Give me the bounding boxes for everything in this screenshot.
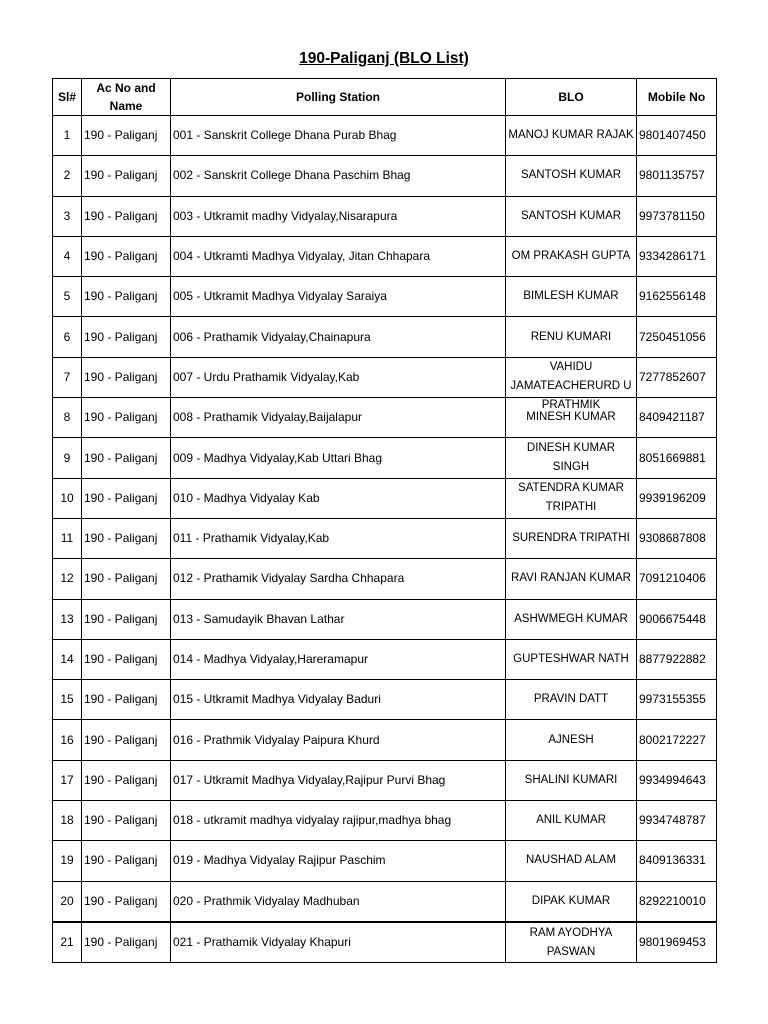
cell-blo-text: SHALINI KUMARI — [524, 773, 618, 786]
cell-sl — [53, 720, 82, 760]
cell-sl-text: 6 — [63, 329, 71, 344]
document-title — [0, 50, 768, 68]
cell-polling-station-text: 013 - Samudayik Bhavan Lathar — [173, 611, 345, 626]
cell-mobile — [637, 599, 717, 639]
cell-sl-text: 3 — [63, 208, 71, 223]
cell-ac-name — [82, 317, 171, 357]
cell-polling-station-text: 016 - Prathmik Vidyalay Paipura Khurd — [173, 732, 380, 747]
cell-ac-name — [82, 438, 171, 478]
cell-ac-name — [82, 277, 171, 317]
cell-ac-name-text: 190 - Paliganj — [84, 853, 158, 868]
cell-blo-text: AJNESH — [548, 733, 594, 746]
cell-sl — [53, 196, 82, 236]
cell-polling-station-text: 003 - Utkramit madhy Vidyalay,Nisarapura — [173, 208, 398, 223]
header-mobile-no: Mobile No — [637, 79, 717, 116]
cell-polling-station — [171, 236, 506, 276]
cell-polling-station-text: 007 - Urdu Prathamik Vidyalay,Kab — [173, 369, 360, 384]
cell-ac-name — [82, 599, 171, 639]
cell-mobile — [637, 518, 717, 558]
table-row — [53, 639, 717, 679]
cell-blo — [506, 599, 637, 639]
header-blo: BLO — [506, 79, 637, 116]
cell-blo-text: VAHIDU JAMATEACHERURD U PRATHMIK — [510, 360, 632, 411]
cell-blo — [506, 760, 637, 800]
cell-mobile — [637, 156, 717, 196]
cell-polling-station — [171, 438, 506, 478]
cell-mobile-text: 9308687808 — [639, 531, 706, 546]
cell-sl — [53, 639, 82, 679]
cell-ac-name — [82, 639, 171, 679]
cell-mobile — [637, 196, 717, 236]
cell-mobile-text: 9973781150 — [639, 208, 705, 223]
cell-polling-station-text: 017 - Utkramit Madhya Vidyalay,Rajipur Purvi Bhag — [173, 772, 446, 787]
cell-blo-text: ANIL KUMAR — [536, 814, 606, 827]
cell-sl-text: 1 — [63, 128, 71, 143]
table-header-row — [53, 79, 717, 116]
cell-ac-name-text: 190 - Paliganj — [84, 611, 158, 626]
cell-ac-name — [82, 196, 171, 236]
cell-ac-name-text: 190 - Paliganj — [84, 571, 158, 586]
cell-sl-text: 4 — [63, 249, 71, 264]
cell-ac-name — [82, 398, 171, 438]
cell-mobile-text: 9973155355 — [639, 692, 706, 707]
cell-polling-station-text: 012 - Prathamik Vidyalay Sardha Chhapara — [173, 571, 405, 586]
cell-mobile — [637, 357, 717, 397]
cell-mobile-text: 7091210406 — [639, 571, 706, 586]
table-row — [53, 720, 717, 760]
header-ac-no-name: Ac No and Name — [82, 79, 171, 116]
table-row — [53, 599, 717, 639]
cell-blo — [506, 357, 637, 411]
table-row — [53, 559, 717, 599]
cell-blo — [506, 841, 637, 881]
cell-sl — [53, 116, 82, 156]
cell-mobile-text: 9934748787 — [639, 813, 706, 828]
cell-polling-station — [171, 357, 506, 397]
cell-polling-station — [171, 196, 506, 236]
table-row — [53, 478, 717, 518]
cell-sl — [53, 801, 82, 841]
cell-sl — [53, 599, 82, 639]
cell-mobile — [637, 881, 717, 922]
cell-polling-station — [171, 599, 506, 639]
table-row — [53, 236, 717, 276]
cell-sl-text: 12 — [60, 571, 74, 586]
cell-blo — [506, 196, 637, 236]
cell-sl-text: 21 — [60, 935, 74, 950]
cell-polling-station-text: 005 - Utkramit Madhya Vidyalay Saraiya — [173, 289, 387, 304]
cell-blo-text: RENU KUMARI — [530, 330, 612, 343]
cell-polling-station — [171, 922, 506, 963]
cell-polling-station — [171, 720, 506, 760]
cell-sl — [53, 156, 82, 196]
cell-mobile-text: 8409136331 — [639, 853, 706, 868]
cell-ac-name-text: 190 - Paliganj — [84, 652, 158, 666]
cell-sl-text: 13 — [60, 611, 74, 626]
cell-sl-text: 19 — [60, 853, 74, 868]
cell-ac-name-text: 190 - Paliganj — [84, 329, 158, 344]
cell-mobile — [637, 277, 717, 317]
cell-polling-station — [171, 680, 506, 720]
cell-polling-station — [171, 277, 506, 317]
cell-mobile — [637, 438, 717, 478]
cell-sl — [53, 518, 82, 558]
cell-ac-name-text: 190 - Paliganj — [84, 450, 158, 465]
cell-ac-name-text: 190 - Paliganj — [84, 289, 158, 304]
cell-mobile-text: 9801135757 — [639, 168, 705, 183]
cell-polling-station — [171, 801, 506, 841]
cell-sl — [53, 922, 82, 963]
cell-mobile-text: 9162556148 — [639, 289, 706, 304]
cell-sl-text: 7 — [63, 369, 71, 384]
cell-polling-station-text: 008 - Prathamik Vidyalay,Baijalapur — [173, 410, 362, 425]
cell-ac-name-text: 190 - Paliganj — [84, 935, 158, 950]
header-sl: Sl# — [53, 79, 82, 116]
table-row — [53, 680, 717, 720]
cell-polling-station-text: 011 - Prathamik Vidyalay,Kab — [173, 531, 330, 546]
cell-polling-station-text: 002 - Sanskrit College Dhana Paschim Bhag — [173, 168, 411, 183]
cell-ac-name — [82, 720, 171, 760]
cell-polling-station — [171, 518, 506, 558]
cell-sl — [53, 680, 82, 720]
table-row — [53, 317, 717, 357]
cell-mobile-text: 8409421187 — [639, 410, 705, 425]
cell-mobile — [637, 680, 717, 720]
cell-ac-name — [82, 116, 171, 156]
cell-ac-name — [82, 841, 171, 881]
cell-blo — [506, 438, 637, 478]
cell-blo — [506, 720, 637, 760]
cell-blo-text: BIMLESH KUMAR — [523, 290, 619, 303]
cell-polling-station — [171, 156, 506, 196]
cell-sl-text: 10 — [60, 490, 74, 505]
cell-sl — [53, 559, 82, 599]
cell-mobile — [637, 236, 717, 276]
cell-polling-station-text: 001 - Sanskrit College Dhana Purab Bhag — [173, 128, 397, 143]
cell-polling-station-text: 004 - Utkramti Madhya Vidyalay, Jitan Chhapara — [173, 249, 431, 264]
table-row — [53, 760, 717, 800]
cell-mobile — [637, 720, 717, 760]
cell-blo — [506, 518, 637, 558]
table-row — [53, 398, 717, 438]
cell-polling-station — [171, 841, 506, 881]
cell-blo — [506, 639, 637, 679]
cell-ac-name — [82, 357, 171, 397]
cell-sl-text: 18 — [60, 813, 74, 828]
table-row — [53, 841, 717, 881]
cell-blo — [506, 156, 637, 196]
document-title-text: 190-Paliganj (BLO List) — [299, 50, 469, 67]
cell-polling-station — [171, 559, 506, 599]
cell-blo — [506, 680, 637, 720]
cell-blo — [506, 922, 637, 963]
cell-blo — [506, 559, 637, 599]
cell-mobile — [637, 841, 717, 881]
table-row — [53, 801, 717, 841]
cell-ac-name-text: 190 - Paliganj — [84, 208, 158, 223]
cell-ac-name — [82, 881, 171, 922]
cell-sl — [53, 398, 82, 438]
cell-sl-text: 9 — [63, 450, 71, 465]
cell-blo — [506, 236, 637, 276]
cell-ac-name — [82, 478, 171, 518]
cell-mobile-text: 9334286171 — [639, 249, 706, 264]
cell-ac-name — [82, 559, 171, 599]
cell-mobile — [637, 478, 717, 518]
cell-sl — [53, 357, 82, 397]
cell-ac-name-text: 190 - Paliganj — [84, 168, 158, 183]
table-row — [53, 196, 717, 236]
cell-ac-name-text: 190 - Paliganj — [84, 490, 158, 505]
table-row — [53, 156, 717, 196]
cell-ac-name-text: 190 - Paliganj — [84, 410, 158, 425]
cell-polling-station — [171, 639, 506, 679]
cell-mobile — [637, 922, 717, 963]
cell-polling-station-text: 010 - Madhya Vidyalay Kab — [173, 490, 320, 505]
cell-blo — [506, 116, 637, 156]
table-row — [53, 922, 717, 963]
cell-polling-station-text: 006 - Prathamik Vidyalay,Chainapura — [173, 329, 371, 344]
cell-ac-name-text: 190 - Paliganj — [84, 772, 158, 787]
cell-ac-name-text: 190 - Paliganj — [84, 369, 158, 384]
cell-polling-station — [171, 760, 506, 800]
cell-blo — [506, 881, 637, 922]
cell-ac-name — [82, 518, 171, 558]
cell-sl — [53, 236, 82, 276]
table-row — [53, 357, 717, 397]
cell-polling-station-text: 020 - Prathmik Vidyalay Madhuban — [173, 893, 360, 908]
cell-blo-text: SANTOSH KUMAR — [520, 209, 622, 222]
cell-polling-station-text: 009 - Madhya Vidyalay,Kab Uttari Bhag — [173, 450, 383, 465]
cell-mobile — [637, 559, 717, 599]
cell-ac-name-text: 190 - Paliganj — [84, 732, 158, 747]
cell-polling-station-text: 021 - Prathamik Vidyalay Khapuri — [173, 935, 351, 950]
table-row — [53, 116, 717, 156]
cell-blo-text: NAUSHAD ALAM — [525, 854, 617, 867]
cell-sl-text: 16 — [60, 732, 74, 747]
cell-sl — [53, 760, 82, 800]
cell-ac-name — [82, 680, 171, 720]
cell-blo-text: SURENDRA TRIPATHI — [512, 532, 630, 545]
cell-blo — [506, 277, 637, 317]
cell-sl-text: 11 — [60, 531, 74, 546]
cell-ac-name — [82, 236, 171, 276]
cell-mobile — [637, 317, 717, 357]
cell-mobile-text: 9934994643 — [639, 772, 706, 787]
cell-mobile-text: 9801407450 — [639, 128, 706, 143]
cell-sl-text: 17 — [60, 772, 74, 787]
cell-blo-text: MANOJ KUMAR RAJAK — [508, 129, 634, 142]
blo-table — [52, 78, 717, 963]
cell-polling-station-text: 019 - Madhya Vidyalay Rajipur Paschim — [173, 853, 386, 868]
cell-sl-text: 20 — [60, 893, 74, 908]
cell-polling-station-text: 014 - Madhya Vidyalay,Hareramapur — [173, 652, 368, 666]
cell-mobile-text: 8051669881 — [639, 450, 706, 465]
cell-sl — [53, 881, 82, 922]
cell-blo-text: GUPTESHWAR NATH — [513, 653, 629, 665]
cell-polling-station — [171, 317, 506, 357]
cell-blo-text: DIPAK KUMAR — [531, 894, 611, 907]
table-row — [53, 518, 717, 558]
cell-ac-name — [82, 156, 171, 196]
cell-sl — [53, 478, 82, 518]
cell-ac-name-text: 190 - Paliganj — [84, 249, 158, 264]
cell-sl-text: 15 — [60, 692, 74, 707]
cell-mobile — [637, 398, 717, 438]
cell-sl — [53, 841, 82, 881]
cell-polling-station — [171, 881, 506, 922]
cell-blo-text: ASHWMEGH KUMAR — [514, 612, 628, 625]
cell-sl-text: 8 — [63, 410, 71, 425]
cell-ac-name-text: 190 - Paliganj — [84, 893, 158, 908]
cell-blo-text: PRAVIN DATT — [533, 693, 609, 706]
cell-blo-text: RAVI RANJAN KUMAR — [511, 572, 631, 585]
cell-blo-text: OM PRAKASH GUPTA — [511, 250, 631, 263]
cell-polling-station-text: 015 - Utkramit Madhya Vidyalay Baduri — [173, 692, 381, 707]
cell-ac-name — [82, 801, 171, 841]
cell-blo — [506, 801, 637, 841]
cell-mobile-text: 7250451056 — [639, 329, 706, 344]
cell-mobile — [637, 639, 717, 679]
cell-sl — [53, 317, 82, 357]
cell-polling-station-text: 018 - utkramit madhya vidyalay rajipur,madhya bhag — [173, 813, 452, 828]
cell-polling-station — [171, 116, 506, 156]
cell-ac-name-text: 190 - Paliganj — [84, 531, 158, 546]
cell-mobile-text: 9801969453 — [639, 935, 706, 950]
cell-ac-name — [82, 922, 171, 963]
table-row — [53, 438, 717, 478]
cell-mobile-text: 7277852607 — [639, 369, 706, 384]
cell-blo-text: RAM AYODHYA PASWAN — [529, 926, 613, 958]
cell-mobile-text: 8877922882 — [639, 652, 706, 666]
cell-mobile-text: 9939196209 — [639, 490, 706, 505]
cell-mobile — [637, 760, 717, 800]
cell-mobile-text: 9006675448 — [639, 611, 706, 626]
cell-polling-station — [171, 398, 506, 438]
header-polling-station: Polling Station — [171, 79, 506, 116]
cell-blo-text: DINESH KUMAR SINGH — [526, 442, 616, 474]
table-row — [53, 277, 717, 317]
cell-blo-text: MINESH KUMAR — [526, 411, 616, 424]
cell-ac-name-text: 190 - Paliganj — [84, 692, 158, 707]
cell-blo — [506, 317, 637, 357]
cell-ac-name-text: 190 - Paliganj — [84, 813, 158, 828]
cell-sl — [53, 277, 82, 317]
cell-mobile — [637, 116, 717, 156]
cell-blo-text: SANTOSH KUMAR — [520, 169, 622, 182]
cell-sl-text: 2 — [63, 168, 71, 183]
cell-blo — [506, 478, 637, 518]
cell-ac-name — [82, 760, 171, 800]
cell-mobile-text: 8002172227 — [639, 732, 706, 747]
table-row — [53, 881, 717, 922]
cell-ac-name-text: 190 - Paliganj — [84, 128, 158, 143]
cell-mobile — [637, 801, 717, 841]
cell-sl-text: 5 — [63, 289, 71, 304]
cell-polling-station — [171, 478, 506, 518]
cell-mobile-text: 8292210010 — [639, 893, 706, 908]
cell-blo-text: SATENDRA KUMAR TRIPATHI — [518, 482, 624, 514]
cell-sl — [53, 438, 82, 478]
cell-sl-text: 14 — [60, 652, 74, 666]
